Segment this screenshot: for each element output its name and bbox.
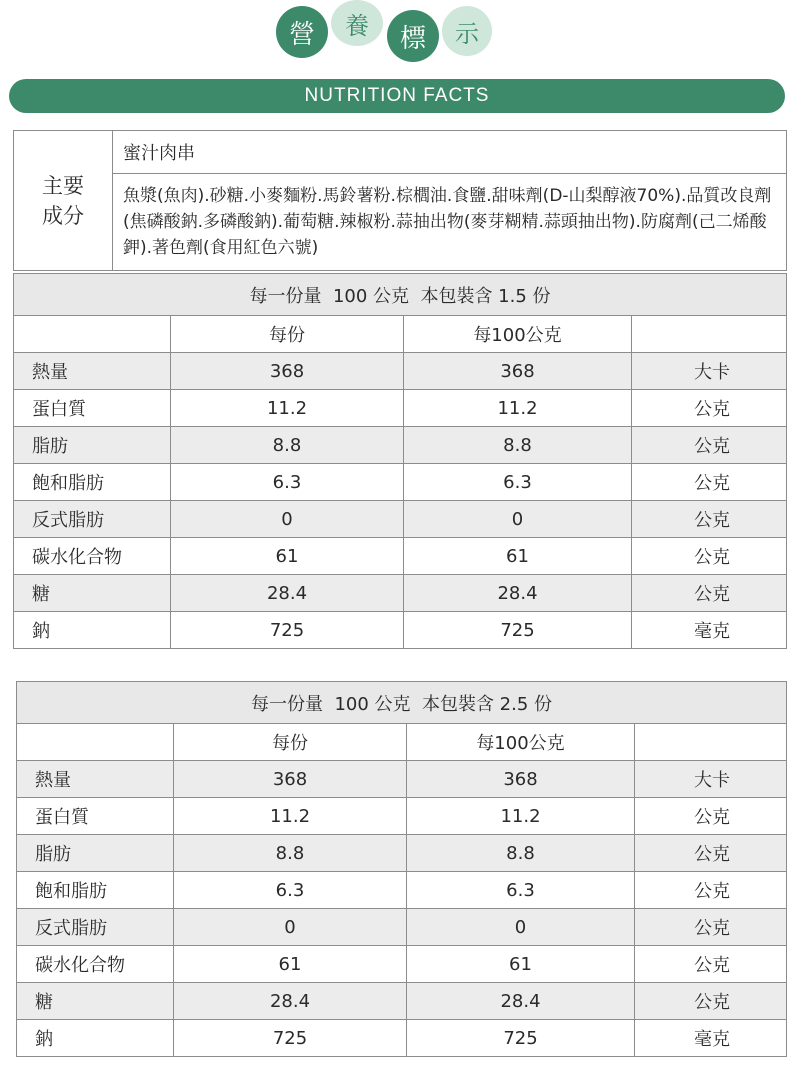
column-header-per-serving: 每份 — [171, 316, 404, 353]
per-serving-value: 6.3 — [174, 872, 407, 909]
unit-label: 大卡 — [632, 353, 787, 390]
unit-label: 公克 — [635, 872, 787, 909]
unit-label: 公克 — [632, 390, 787, 427]
per-serving-value: 61 — [171, 538, 404, 575]
per-serving-value: 8.8 — [171, 427, 404, 464]
nutrient-row — [17, 761, 787, 798]
unit-label: 公克 — [632, 575, 787, 612]
nutrition-table-2 — [16, 681, 787, 1057]
nutrient-row — [14, 538, 787, 575]
banner-title: NUTRITION FACTS — [304, 85, 490, 106]
nutrition-table-1 — [13, 273, 787, 649]
unit-label: 公克 — [632, 501, 787, 538]
nutrient-row — [14, 353, 787, 390]
nutrient-label: 蛋白質 — [17, 798, 174, 835]
nutrient-row — [17, 1020, 787, 1057]
per-serving-value: 28.4 — [174, 983, 407, 1020]
unit-label: 毫克 — [632, 612, 787, 649]
nutrient-row — [17, 872, 787, 909]
per-100g-value: 11.2 — [404, 390, 632, 427]
nutrition-label-logo — [0, 0, 799, 70]
product-name: 蜜汁肉串 — [113, 131, 787, 174]
nutrient-label: 脂肪 — [17, 835, 174, 872]
per-100g-value: 725 — [404, 612, 632, 649]
logo-char-3: 標 — [387, 10, 439, 62]
per-serving-value: 11.2 — [174, 798, 407, 835]
logo-char-4: 示 — [442, 6, 492, 56]
unit-label: 公克 — [635, 946, 787, 983]
nutrient-label: 反式脂肪 — [14, 501, 171, 538]
per-100g-value: 28.4 — [404, 575, 632, 612]
ingredients-table — [13, 130, 787, 271]
unit-label: 公克 — [632, 427, 787, 464]
per-serving-value: 8.8 — [174, 835, 407, 872]
per-100g-value: 8.8 — [404, 427, 632, 464]
per-serving-value: 725 — [171, 612, 404, 649]
unit-label: 公克 — [635, 798, 787, 835]
nutrient-label: 熱量 — [17, 761, 174, 798]
per-100g-value: 6.3 — [404, 464, 632, 501]
column-header-per-100g: 每100公克 — [404, 316, 632, 353]
column-header-blank — [14, 316, 171, 353]
per-100g-value: 28.4 — [407, 983, 635, 1020]
nutrient-row — [14, 612, 787, 649]
column-header-unit — [635, 724, 787, 761]
per-serving-value: 368 — [171, 353, 404, 390]
per-serving-value: 368 — [174, 761, 407, 798]
nutrient-row — [14, 390, 787, 427]
per-100g-value: 0 — [404, 501, 632, 538]
unit-label: 公克 — [635, 835, 787, 872]
per-serving-value: 0 — [171, 501, 404, 538]
nutrient-row — [17, 798, 787, 835]
per-100g-value: 11.2 — [407, 798, 635, 835]
unit-label: 大卡 — [635, 761, 787, 798]
per-serving-value: 725 — [174, 1020, 407, 1057]
column-header-per-serving: 每份 — [174, 724, 407, 761]
per-100g-value: 8.8 — [407, 835, 635, 872]
unit-label: 毫克 — [635, 1020, 787, 1057]
unit-label: 公克 — [632, 538, 787, 575]
nutrient-row — [17, 983, 787, 1020]
per-100g-value: 368 — [407, 761, 635, 798]
unit-label: 公克 — [635, 983, 787, 1020]
serving-info: 每一份量 100 公克 本包裝含 1.5 份 — [14, 274, 787, 316]
nutrient-label: 飽和脂肪 — [14, 464, 171, 501]
per-100g-value: 368 — [404, 353, 632, 390]
per-serving-value: 6.3 — [171, 464, 404, 501]
ingredient-list: 魚漿(魚肉).砂糖.小麥麵粉.馬鈴薯粉.棕櫚油.食鹽.甜味劑(D-山梨醇液70%).品質改良劑(焦磷酸鈉.多磷酸鈉).葡萄糖.辣椒粉.蒜抽出物(麥芽糊精.蒜頭抽出物).防腐劑(己二烯酸鉀).著色劑(食用紅色六號) — [113, 174, 787, 271]
per-serving-value: 61 — [174, 946, 407, 983]
nutrient-label: 糖 — [14, 575, 171, 612]
nutrient-row — [17, 946, 787, 983]
ingredients-header-text: 主要 成分 — [42, 173, 84, 228]
nutrient-label: 碳水化合物 — [14, 538, 171, 575]
nutrient-label: 蛋白質 — [14, 390, 171, 427]
nutrient-row — [14, 501, 787, 538]
per-serving-value: 28.4 — [171, 575, 404, 612]
per-100g-value: 61 — [404, 538, 632, 575]
ingredients-header — [14, 131, 113, 271]
nutrient-label: 脂肪 — [14, 427, 171, 464]
nutrient-label: 鈉 — [17, 1020, 174, 1057]
nutrient-label: 熱量 — [14, 353, 171, 390]
nutrient-label: 碳水化合物 — [17, 946, 174, 983]
logo-char-1: 營 — [276, 6, 328, 58]
nutrient-row — [14, 464, 787, 501]
nutrient-row — [17, 909, 787, 946]
logo-char-2: 養 — [331, 0, 383, 46]
nutrient-label: 飽和脂肪 — [17, 872, 174, 909]
column-header-per-100g: 每100公克 — [407, 724, 635, 761]
per-100g-value: 6.3 — [407, 872, 635, 909]
column-header-unit — [632, 316, 787, 353]
unit-label: 公克 — [632, 464, 787, 501]
per-100g-value: 0 — [407, 909, 635, 946]
nutrition-facts-banner — [9, 79, 785, 113]
per-serving-value: 11.2 — [171, 390, 404, 427]
serving-info: 每一份量 100 公克 本包裝含 2.5 份 — [17, 682, 787, 724]
nutrient-label: 糖 — [17, 983, 174, 1020]
nutrient-row — [14, 427, 787, 464]
nutrient-row — [14, 575, 787, 612]
nutrient-label: 反式脂肪 — [17, 909, 174, 946]
per-100g-value: 61 — [407, 946, 635, 983]
per-100g-value: 725 — [407, 1020, 635, 1057]
nutrient-label: 鈉 — [14, 612, 171, 649]
unit-label: 公克 — [635, 909, 787, 946]
per-serving-value: 0 — [174, 909, 407, 946]
column-header-blank — [17, 724, 174, 761]
nutrient-row — [17, 835, 787, 872]
